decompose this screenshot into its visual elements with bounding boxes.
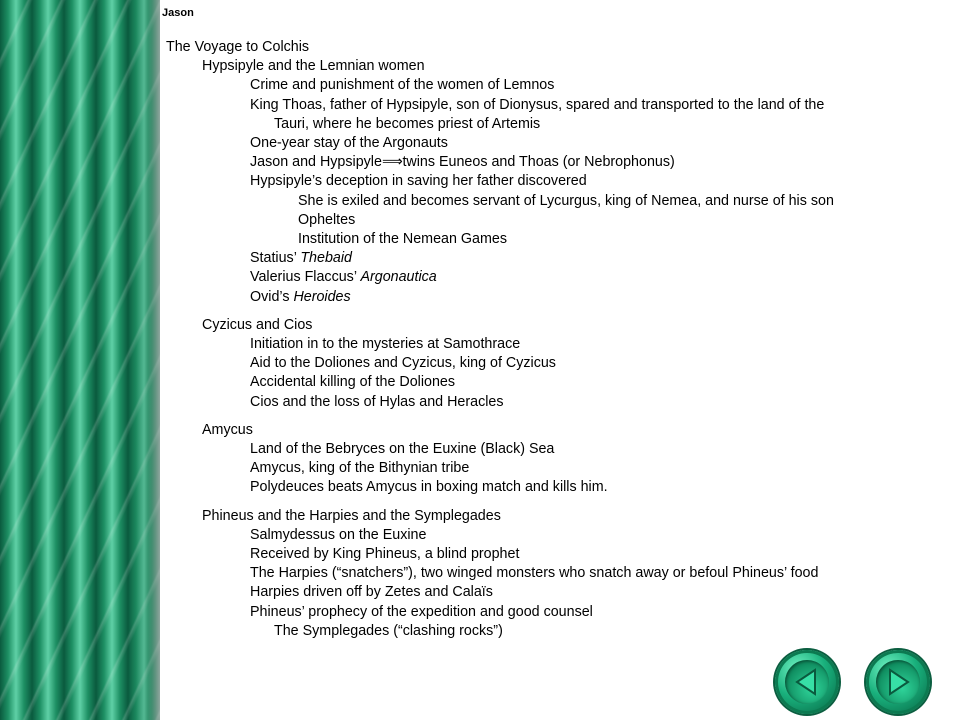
source-work: Argonautica bbox=[360, 269, 437, 286]
banner-shade bbox=[130, 0, 160, 720]
list-item: Initiation in to the mysteries at Samothrace bbox=[250, 336, 521, 353]
implies-arrow-icon: ⟹ bbox=[381, 154, 403, 171]
list-item: The Symplegades (“clashing rocks”) bbox=[274, 622, 503, 639]
left-arrow-icon bbox=[785, 660, 829, 704]
list-item: King Thoas, father of Hypsipyle, son of Dionysus, spared and transported to the land of the bbox=[250, 96, 825, 113]
list-item-continuation: Tauri, where he becomes priest of Artemis bbox=[274, 115, 541, 132]
section-title-hypsipyle: Hypsipyle and the Lemnian women bbox=[202, 58, 425, 75]
section-title-phineus: Phineus and the Harpies and the Symplegades bbox=[202, 507, 501, 524]
list-item: Harpies driven off by Zetes and Calaïs bbox=[250, 584, 493, 601]
list-item: Cios and the loss of Hylas and Heracles bbox=[250, 393, 504, 410]
next-slide-button[interactable] bbox=[866, 650, 930, 714]
list-item: Aid to the Doliones and Cyzicus, king of Cyzicus bbox=[250, 355, 556, 372]
source-author: Valerius Flaccus’ bbox=[250, 269, 361, 286]
sub-list-item: She is exiled and becomes servant of Lycurgus, king of Nemea, and nurse of his son bbox=[298, 192, 834, 209]
list-item: One-year stay of the Argonauts bbox=[250, 135, 448, 152]
list-item: Land of the Bebryces on the Euxine (Black) Sea bbox=[250, 441, 555, 458]
list-item: Accidental killing of the Doliones bbox=[250, 374, 456, 391]
section-title-amycus: Amycus bbox=[202, 421, 253, 438]
outline bbox=[166, 38, 926, 641]
source-item bbox=[166, 249, 926, 268]
list-item bbox=[166, 153, 926, 172]
sub-list-item-continuation: Opheltes bbox=[298, 211, 356, 228]
list-item: Received by King Phineus, a blind prophet bbox=[250, 546, 520, 563]
source-work: Thebaid bbox=[300, 250, 352, 267]
source-item bbox=[166, 268, 926, 287]
right-arrow-icon bbox=[876, 660, 920, 704]
list-item-text: Jason and Hypsipyle bbox=[250, 154, 382, 171]
list-item-text: twins Euneos and Thoas (or Nebrophonus) bbox=[402, 154, 675, 171]
sub-list-item: Institution of the Nemean Games bbox=[298, 231, 508, 248]
previous-slide-button[interactable] bbox=[775, 650, 839, 714]
list-item: Polydeuces beats Amycus in boxing match and kills him. bbox=[250, 479, 608, 496]
slide-header: Jason bbox=[162, 7, 194, 19]
source-item bbox=[166, 288, 926, 307]
list-item: Amycus, king of the Bithynian tribe bbox=[250, 460, 470, 477]
list-item: Salmydessus on the Euxine bbox=[250, 526, 427, 543]
list-item: Crime and punishment of the women of Lemnos bbox=[250, 77, 555, 94]
section-title-cyzicus: Cyzicus and Cios bbox=[202, 316, 313, 333]
outline-heading: The Voyage to Colchis bbox=[166, 39, 310, 55]
list-item: The Harpies (“snatchers”), two winged monsters who snatch away or befoul Phineus’ food bbox=[250, 565, 819, 582]
source-author: Statius’ bbox=[250, 250, 301, 267]
source-work: Heroides bbox=[293, 288, 351, 305]
source-author: Ovid’s bbox=[250, 288, 294, 305]
list-item: Phineus’ prophecy of the expedition and good counsel bbox=[250, 603, 593, 620]
list-item: Hypsipyle’s deception in saving her father discovered bbox=[250, 173, 587, 190]
